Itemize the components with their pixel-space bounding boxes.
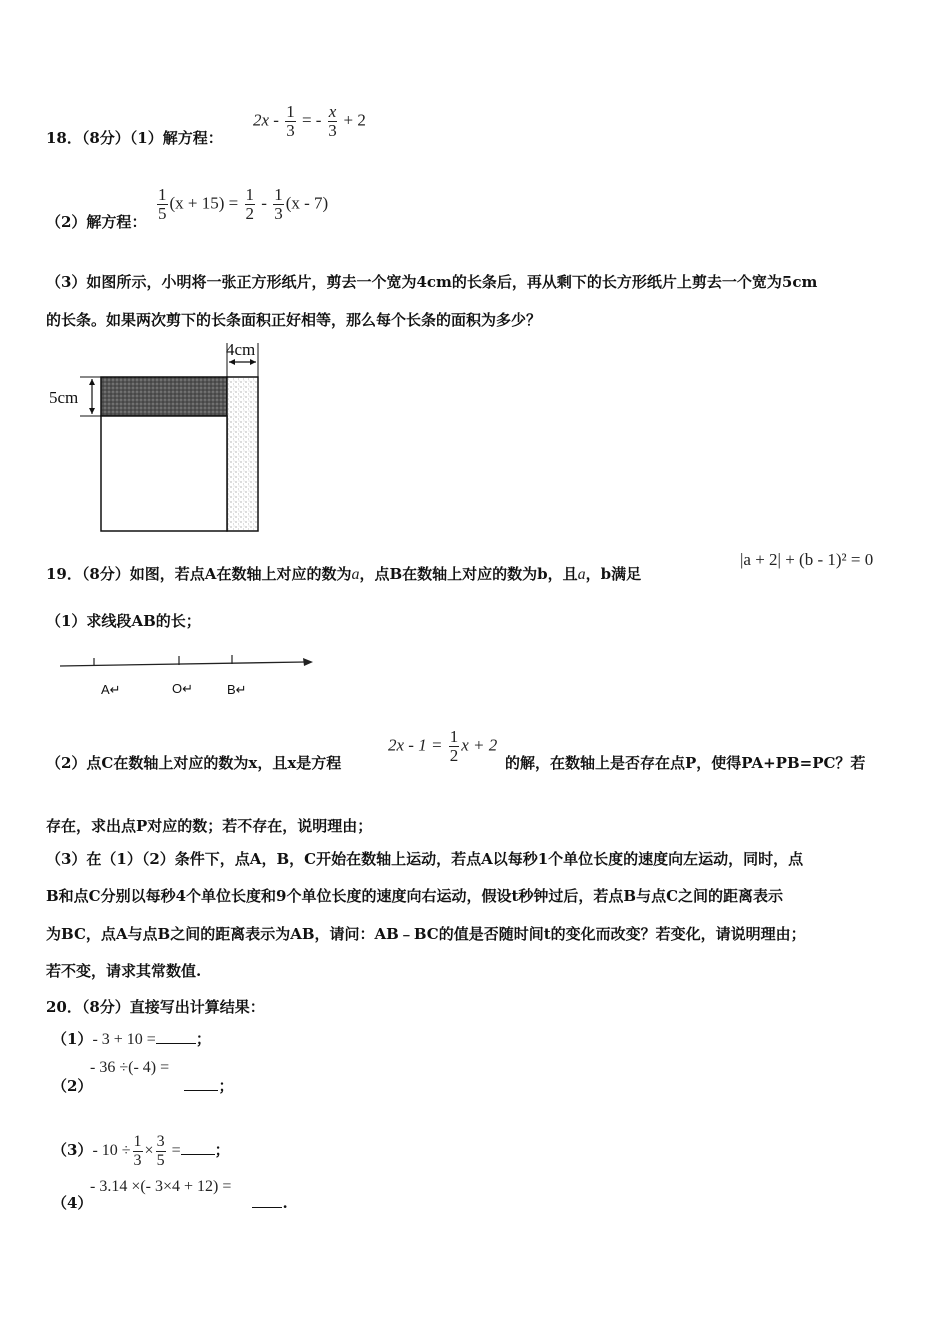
q20-item-4: （4） .	[52, 1194, 288, 1212]
q18-equation-2: $\frac{1}{5}$ (x + 15) = $\frac{1}{2}$ - $\frac{1}{3}$ (x - 7)	[158, 185, 329, 223]
q18-part2-label: （2）解方程：	[46, 213, 147, 231]
q19-part3-line3: 为BC，点A与点B之间的距离表示为AB，请问：AB﹣BC的值是否随时间t的变化而改变？若变化，请说明理由；	[46, 925, 806, 943]
q19-part2-post: 的解，在数轴上是否存在点P，使得PA+PB=PC？若	[505, 754, 866, 772]
strip-4cm	[227, 377, 258, 531]
answer-blank-3[interactable]	[181, 1154, 215, 1155]
point-A-label: A↵	[101, 682, 121, 697]
square-paper-figure	[40, 335, 280, 535]
number-line-arrow	[303, 658, 313, 666]
strip-5cm	[101, 377, 227, 416]
answer-blank-4[interactable]	[252, 1207, 282, 1208]
q18-part3-line2: 的长条。如果两次剪下的长条面积正好相等，那么每个长条的面积为多少？	[46, 311, 542, 329]
q19-part1: （1）求线段AB的长；	[46, 612, 201, 630]
q19-heading: 19．（8分）如图，若点A在数轴上对应的数为a，点B在数轴上对应的数为b，且a，b满足	[46, 565, 642, 583]
q18-equation-1: 2x - $\frac{1}{3}$ = - $\frac{x}{3}$ + 2	[253, 102, 366, 140]
point-B-label: B↵	[227, 682, 247, 697]
answer-blank-2[interactable]	[184, 1090, 218, 1091]
q19-equation: 2x - 1 = $\frac{1}{2}$ x + 2	[388, 727, 498, 765]
q19-part3-line2: B和点C分别以每秒4个单位长度和9个单位长度的速度向右运动，假设t秒钟过后，若点B与点C之间的距离表示	[46, 887, 784, 905]
label-5cm: 5cm	[49, 388, 79, 407]
point-O-label: O↵	[172, 681, 194, 696]
q20-item-2: （2） ；	[52, 1077, 234, 1095]
q18-part3-line1: （3）如图所示，小明将一张正方形纸片，剪去一个宽为4cm的长条后，再从剩下的长方形纸片上剪去一个宽为5cm	[46, 273, 818, 291]
q20-item-2-expr: - 36 ÷(- 4) =	[90, 1059, 170, 1076]
q19-part3-line4: 若不变，请求其常数值.	[46, 962, 202, 980]
q19-part3-line1: （3）在（1）（2）条件下，点A，B，C开始在数轴上运动，若点A以每秒1个单位长度的速度向左运动，同时，点	[46, 850, 804, 868]
remaining-rectangle	[101, 416, 227, 531]
q20-item-1: （1）- 3 + 10 = ；	[52, 1030, 211, 1048]
label-4cm: 4cm	[226, 340, 256, 359]
answer-blank-1[interactable]	[156, 1043, 196, 1044]
q20-item-3: （3）- 10 ÷ $\frac{1}{3}$ × $\frac{3}{5}$ = ；	[52, 1133, 230, 1169]
q19-part2-pre: （2）点C在数轴上对应的数为x，且x是方程	[46, 754, 342, 772]
q19-condition: |a + 2| + (b - 1)² = 0	[740, 550, 874, 569]
q19-part2-line2: 存在，求出点P对应的数；若不存在，说明理由；	[46, 817, 373, 835]
q20-item-4-expr: - 3.14 ×(- 3×4 + 12) =	[90, 1178, 232, 1195]
q18-heading: 18．（8分）（1）解方程：	[46, 129, 223, 147]
q20-heading: 20．（8分）直接写出计算结果：	[46, 998, 265, 1016]
